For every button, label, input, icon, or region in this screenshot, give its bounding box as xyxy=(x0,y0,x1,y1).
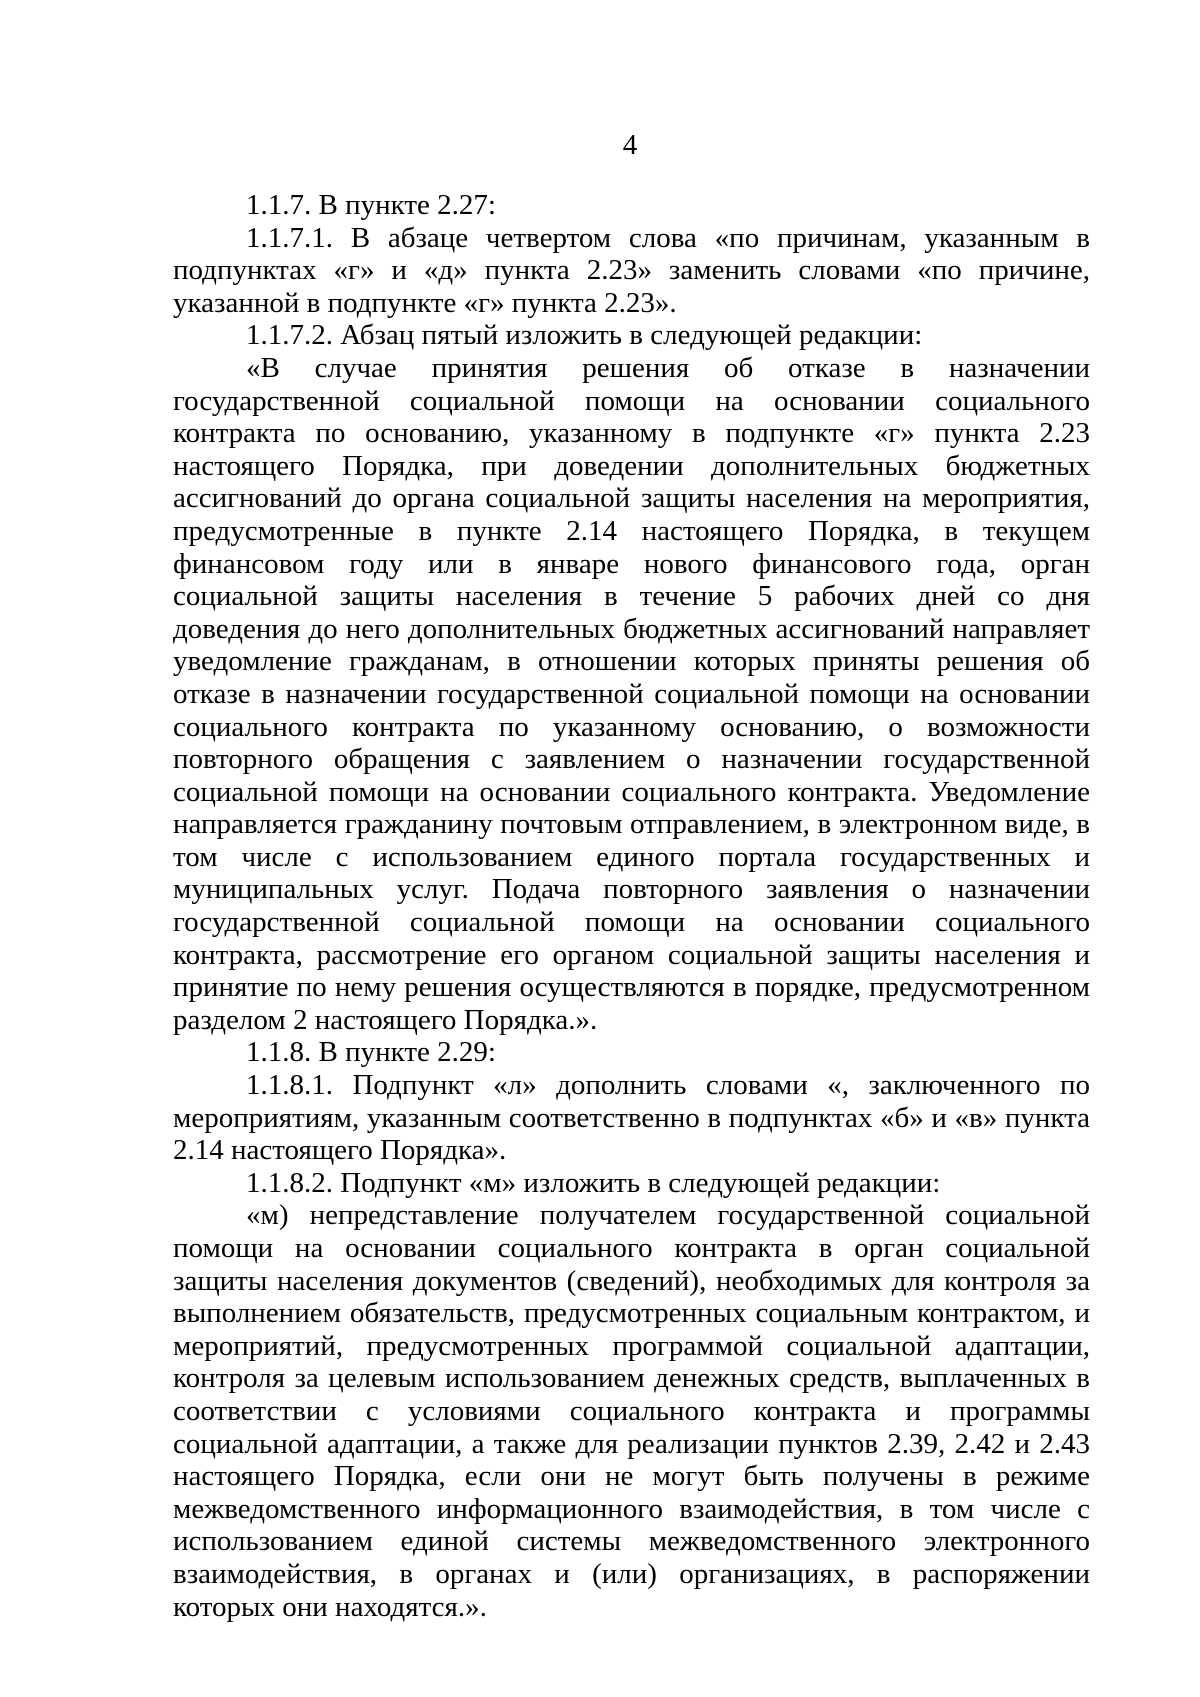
paragraph-1-1-8-2: 1.1.8.2. Подпункт «м» изложить в следующей редакции: xyxy=(246,1166,941,1199)
paragraph-1-1-8-1: 1.1.8.1. Подпункт «л» дополнить словами «, заключенного по мероприятиям, указанным соответственно в подпунктах «б» и «в» пункта 2.14 настоящего Порядка». xyxy=(173,1069,1090,1167)
paragraph-1-1-8: 1.1.8. В пункте 2.29: xyxy=(246,1036,496,1069)
paragraph-subpoint-m: «м) непредставление получателем государственной социальной помощи на основании социального контракта в орган социальной защиты населения документов (сведений), необходимых для контроля за выполнением обязательств, предусмотренных социальным контрактом, и мероприятий, предусмотренных программой социальной адаптации, контроля за целевым использованием денежных средств, выплаченных в соответствии с условиями социального контракта и программы социальной адаптации, а также для реализации пунктов 2.39, 2.42 и 2.43 настоящего Порядка, если они не могут быть получены в режиме межведомственного информационного взаимодействия, в том числе с использованием единой системы межведомственного электронного взаимодействия, в органах и (или) организациях, в распоряжении которых они находятся.». xyxy=(173,1199,1090,1623)
paragraph-1-1-7-2: 1.1.7.2. Абзац пятый изложить в следующей редакции: xyxy=(246,319,923,352)
paragraph-1-1-7: 1.1.7. В пункте 2.27: xyxy=(246,189,496,221)
paragraph-1-1-7-1: 1.1.7.1. В абзаце четвертом слова «по причинам, указанным в подпунктах «г» и «д» пункта 2.23» заменить словами «по причине, указанной в подпункте «г» пункта 2.23». xyxy=(173,221,1090,319)
page-number: 4 xyxy=(622,129,638,161)
document-body xyxy=(173,189,1090,1623)
paragraph-quoted-new-text: «В случае принятия решения об отказе в назначении государственной социальной помощи на основании социального контракта по основанию, указанному в подпункте «г» пункта 2.23 настоящего Порядка, при доведении дополнительных бюджетных ассигнований до органа социальной защиты населения на мероприятия, предусмотренные в пункте 2.14 настоящего Порядка, в текущем финансовом году или в январе нового финансового года, орган социальной защиты населения в течение 5 рабочих дней со дня доведения до него дополнительных бюджетных ассигнований направляет уведомление гражданам, в отношении которых приняты решения об отказе в назначении государственной социальной помощи на основании социального контракта по указанному основанию, о возможности повторного обращения с заявлением о назначении государственной социальной помощи на основании социального контракта. Уведомление направляется гражданину почтовым отправлением, в электронном виде, в том числе с использованием единого портала государственных и муниципальных услуг. Подача повторного заявления о назначении государственной социальной помощи на основании социального контракта, рассмотрение его органом социальной защиты населения и принятие по нему решения осуществляются в порядке, предусмотренном разделом 2 настоящего Порядка.». xyxy=(173,351,1090,1036)
